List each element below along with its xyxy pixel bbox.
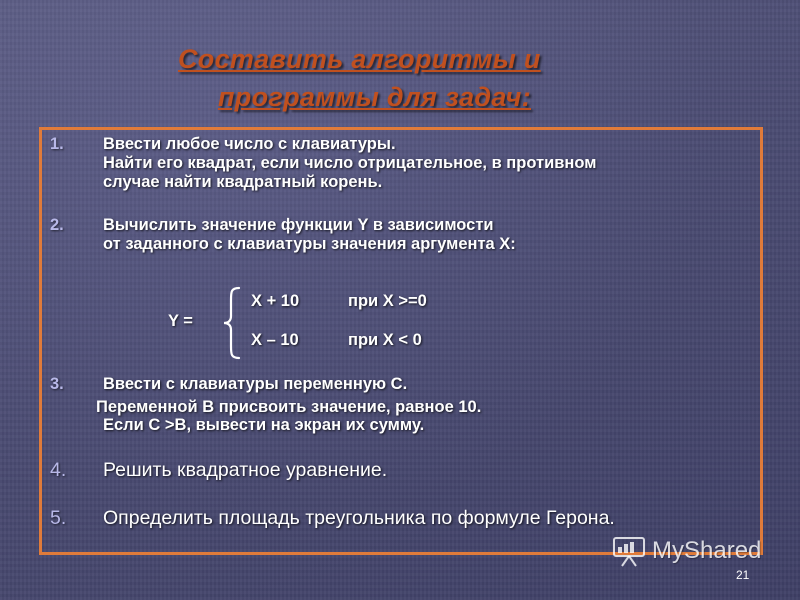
item-3-number: 3.: [50, 375, 64, 393]
item-5-line-1: Определить площадь треугольника по формуле Герона.: [103, 507, 615, 529]
slide-title: [178, 40, 598, 116]
item-2-number: 2.: [50, 216, 64, 234]
item-4-line-1: Решить квадратное уравнение.: [103, 459, 388, 481]
formula-lhs: Y =: [168, 312, 193, 330]
presentation-board-icon: [612, 534, 646, 568]
item-4-number: 4.: [50, 459, 67, 481]
slide-title-line1: Составить алгоритмы и: [178, 44, 541, 74]
item-1-line-3: случае найти квадратный корень.: [103, 173, 383, 191]
formula-case1-expr: Х + 10: [251, 292, 300, 310]
page-number: 21: [736, 568, 750, 582]
slide-title-line2: программы для задач:: [218, 82, 531, 112]
curly-brace-icon: [222, 286, 242, 360]
item-1-number: 1.: [50, 135, 64, 153]
item-3-line-3: Если С >В, вывести на экран их сумму.: [103, 416, 425, 434]
item-1-line-1: Ввести любое число с клавиатуры.: [103, 135, 396, 153]
item-5-number: 5.: [50, 507, 67, 529]
watermark-logo: [612, 534, 761, 568]
item-2-line-1: Вычислить значение функции Y в зависимости: [103, 216, 494, 234]
formula-case1-cond: при Х >=0: [348, 292, 427, 310]
item-1-line-2: Найти его квадрат, если число отрицательное, в противном: [103, 154, 597, 172]
formula-case2-expr: Х – 10: [251, 331, 299, 349]
item-3-line-2: Переменной В присвоить значение, равное 10.: [96, 398, 482, 416]
item-3-line-1: Ввести с клавиатуры переменную С.: [103, 375, 408, 393]
watermark-text: MyShared: [652, 537, 762, 564]
formula-case2-cond: при Х < 0: [348, 331, 422, 349]
item-2-line-2: от заданного с клавиатуры значения аргумента Х:: [103, 235, 516, 253]
